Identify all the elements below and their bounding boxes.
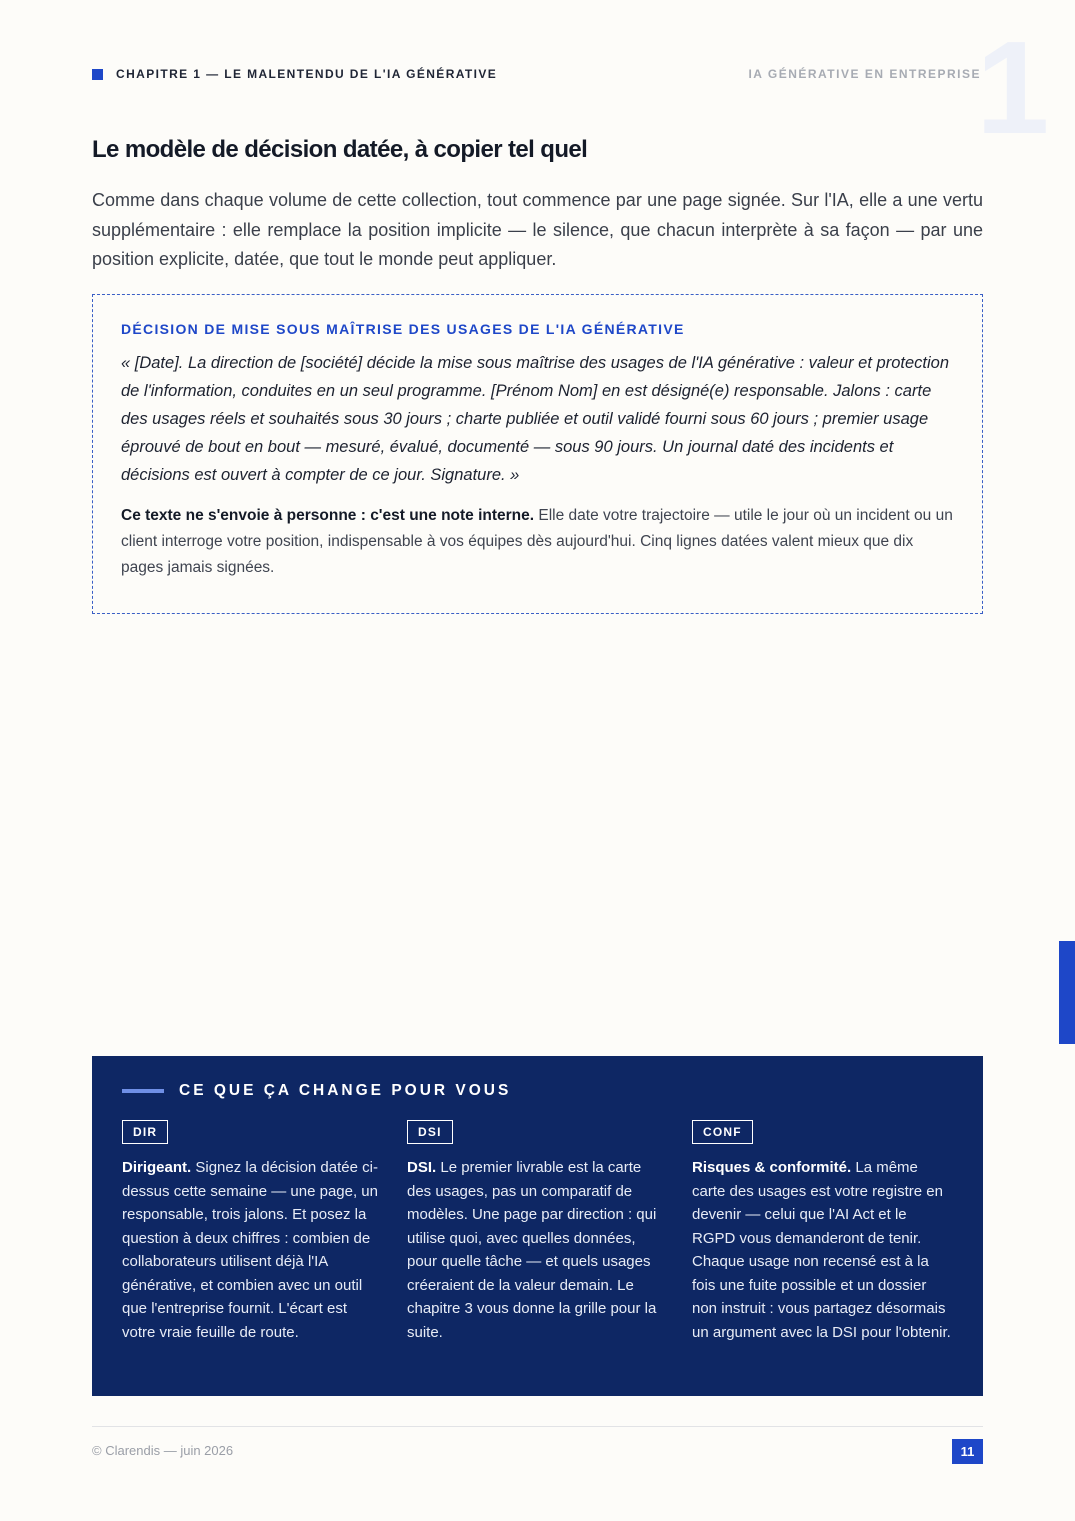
impact-header	[122, 1082, 511, 1100]
decision-note-lead: Ce texte ne s'envoie à personne : c'est une note interne.	[121, 507, 535, 524]
accent-line	[122, 1089, 164, 1093]
chapter-label: CHAPITRE 1 — LE MALENTENDU DE L'IA GÉNÉRATIVE	[116, 67, 498, 81]
page-number: 11	[952, 1439, 983, 1464]
role-text	[692, 1156, 954, 1344]
role-lead: Risques & conformité.	[692, 1159, 852, 1176]
impact-column-dir	[122, 1120, 384, 1344]
decision-note	[121, 503, 954, 581]
decision-heading: DÉCISION DE MISE SOUS MAÎTRISE DES USAGES DE L'IA GÉNÉRATIVE	[121, 321, 685, 337]
role-body: Le premier livrable est la carte des usages, pas un comparatif de modèles. Une page par direction : qui utilise quoi, avec quelles données, pour quelle tâche — et quels usages créeraient de la valeur demain. Le chapitre 3 vous donne la grille pour la suite.	[407, 1159, 657, 1341]
role-badge: DIR	[122, 1120, 168, 1144]
role-body: La même carte des usages est votre registre en devenir — celui que l'AI Act et le RGPD vous demanderont de tenir. Chaque usage non recensé est à la fois une fuite possible et un dossier non instruit : vous partagez désormais un argument avec la DSI pour l'obtenir.	[692, 1159, 951, 1341]
chapter-marker-icon	[92, 69, 103, 80]
chapter-numeral: 1	[976, 14, 1050, 161]
section-intro: Comme dans chaque volume de cette collection, tout commence par une page signée. Sur l'IA, elle a une vertu supplémentaire : elle remplace la position implicite — le silence, que chacun interprète à sa façon — par une position explicite, datée, que tout le monde peut appliquer.	[92, 190, 983, 269]
impact-title: CE QUE ÇA CHANGE POUR VOUS	[179, 1082, 512, 1099]
running-header-left	[92, 67, 497, 81]
impact-panel	[92, 1056, 983, 1396]
role-lead: Dirigeant.	[122, 1159, 192, 1176]
impact-column-dsi	[407, 1120, 669, 1344]
decision-quote: « [Date]. La direction de [société] décide la mise sous maîtrise des usages de l'IA générative : valeur et protection de l'information, conduites en un seul programme. [Prénom Nom] en est désigné(e) responsable. Jalons : carte des usages réels et souhaités sous 30 jours ; charte publiée et outil validé fourni sous 60 jours ; premier usage éprouvé de bout en bout — mesuré, évalué, documenté — sous 90 jours. Un journal daté des incidents et décisions est ouvert à compter de ce jour. Signature. »	[121, 354, 949, 484]
impact-column-conf	[692, 1120, 954, 1344]
chapter-side-tab	[1059, 941, 1075, 1044]
footer-copyright: © Clarendis — juin 2026	[92, 1443, 234, 1458]
footer-divider	[92, 1426, 983, 1427]
role-text	[122, 1156, 384, 1344]
role-text	[407, 1156, 669, 1344]
section-title: Le modèle de décision datée, à copier tel quel	[92, 136, 588, 163]
decision-note-text: Elle date votre trajectoire — utile le jour où un incident ou un client interroge votre position, indispensable à vos équipes dès aujourd'hui. Cinq lignes datées valent mieux que dix pages jamais signées.	[121, 507, 953, 576]
role-badge: CONF	[692, 1120, 753, 1144]
role-lead: DSI.	[407, 1159, 437, 1176]
decision-template-box	[92, 294, 983, 614]
series-label: IA GÉNÉRATIVE EN ENTREPRISE	[748, 67, 981, 81]
role-body: Signez la décision datée ci-dessus cette semaine — une page, un responsable, trois jalons. Et posez la question à deux chiffres : combien de collaborateurs utilisent déjà l'IA générative, et combien avec un outil que l'entreprise fournit. L'écart est votre vraie feuille de route.	[122, 1159, 378, 1341]
role-badge: DSI	[407, 1120, 453, 1144]
